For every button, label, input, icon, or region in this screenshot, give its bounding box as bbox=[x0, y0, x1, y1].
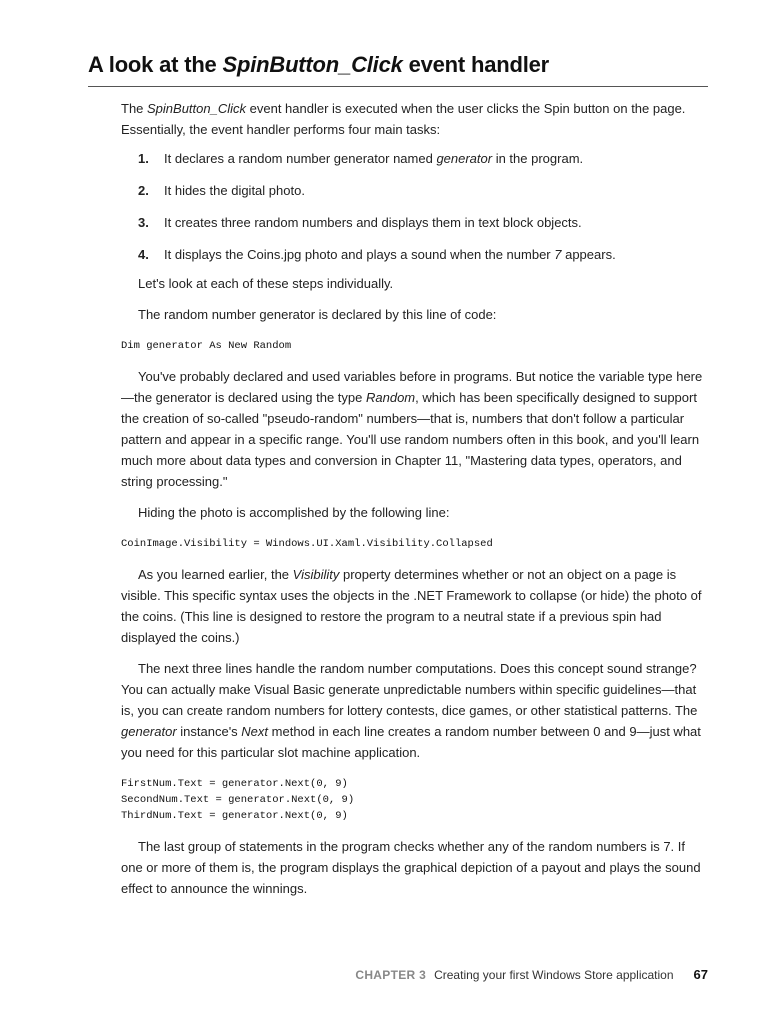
next-three-text-mid: instance's bbox=[176, 724, 242, 739]
intro-text: The bbox=[121, 101, 148, 116]
paragraph-variables bbox=[121, 366, 709, 492]
list-emphasis: 7 bbox=[554, 247, 562, 262]
list-number: 2. bbox=[138, 183, 149, 198]
footer-chapter: CHAPTER 3 bbox=[355, 968, 427, 982]
code-block-declare: Dim generator As New Random bbox=[121, 340, 292, 352]
list-emphasis: generator bbox=[436, 151, 493, 166]
list-text-end: in the program. bbox=[492, 151, 584, 166]
paragraph-declared: The random number generator is declared by this line of code: bbox=[138, 307, 497, 322]
next-three-text: The next three lines handle the random number computations. Does this concept sound strange? You can actually make Visual Basic generate unpredictable numbers within specific guidelines—that is, you can create random numbers for lottery contests, dice games, or other statistical patterns. The bbox=[121, 661, 698, 718]
list-text: It declares a random number generator named bbox=[164, 151, 437, 166]
paragraph-next-three bbox=[121, 658, 709, 763]
intro-paragraph bbox=[121, 98, 709, 140]
visibility-emphasis: Visibility bbox=[292, 567, 340, 582]
footer-chapter-title: Creating your first Windows Store application bbox=[434, 968, 674, 982]
list-text-end: appears. bbox=[561, 247, 616, 262]
list-text: It displays the Coins.jpg photo and plays a sound when the number bbox=[164, 247, 555, 262]
variables-text: You've probably declared and used variables before in programs. But notice the variable type here—the generator is declared using the type bbox=[121, 369, 703, 405]
list-item bbox=[121, 148, 709, 169]
next-three-emphasis-2: Next bbox=[241, 724, 269, 739]
body-content bbox=[121, 98, 709, 899]
visibility-text: As you learned earlier, the bbox=[138, 567, 293, 582]
next-three-emphasis: generator bbox=[121, 724, 177, 739]
intro-emphasis: SpinButton_Click bbox=[147, 101, 247, 116]
paragraph-lets-look: Let's look at each of these steps individually. bbox=[138, 276, 394, 291]
list-number: 1. bbox=[138, 151, 149, 166]
list-number: 3. bbox=[138, 215, 149, 230]
code-block-random bbox=[121, 776, 709, 824]
code-line: FirstNum.Text = generator.Next(0, 9) bbox=[121, 778, 348, 790]
variables-emphasis: Random bbox=[365, 390, 416, 405]
page-footer bbox=[355, 967, 708, 982]
visibility-text-end: property determines whether or not an object on a page is visible. This specific syntax uses the objects in the .NET Framework to collapse (or hide) the photo of the coins. (This line is designed to restore the program to a neutral state if a previous spin had displayed the coins.) bbox=[121, 567, 702, 645]
paragraph-last-group: The last group of statements in the program checks whether any of the random numbers is 7. If one or more of them is, the program displays the graphical depiction of a payout and plays the sound effect to announce the winnings. bbox=[121, 839, 701, 896]
task-list bbox=[121, 148, 709, 265]
variables-text-end: , which has been specifically designed to support the creation of so-called "pseudo-random" numbers—that is, numbers that don't follow a particular pattern and appear in a specific range. You'll use random numbers often in this book, and you'll learn much more about data types and conversion in Chapter 11, "Mastering data types, operators, and string processing." bbox=[121, 390, 700, 489]
section-heading bbox=[88, 52, 549, 78]
code-line: ThirdNum.Text = generator.Next(0, 9) bbox=[121, 810, 348, 822]
list-item bbox=[121, 212, 709, 233]
list-item bbox=[121, 180, 709, 201]
heading-text-end: event handler bbox=[402, 52, 550, 77]
paragraph-hiding: Hiding the photo is accomplished by the following line: bbox=[138, 505, 450, 520]
heading-text: A look at the bbox=[88, 52, 223, 77]
code-line: SecondNum.Text = generator.Next(0, 9) bbox=[121, 794, 355, 806]
list-item bbox=[121, 244, 709, 265]
list-text: It hides the digital photo. bbox=[164, 183, 305, 198]
list-number: 4. bbox=[138, 247, 149, 262]
list-text: It creates three random numbers and displays them in text block objects. bbox=[164, 215, 582, 230]
heading-rule bbox=[88, 86, 708, 87]
next-three-text-end: method in each line creates a random number between 0 and 9—just what you need for this particular slot machine application. bbox=[121, 724, 701, 760]
intro-text-end: event handler is executed when the user clicks the Spin button on the page. Essentially, the event handler performs four main tasks: bbox=[121, 101, 686, 137]
code-block-visibility: CoinImage.Visibility = Windows.UI.Xaml.Visibility.Collapsed bbox=[121, 538, 493, 550]
paragraph-visibility bbox=[121, 564, 709, 648]
page-number: 67 bbox=[693, 967, 708, 982]
heading-emphasis: SpinButton_Click bbox=[222, 52, 403, 77]
